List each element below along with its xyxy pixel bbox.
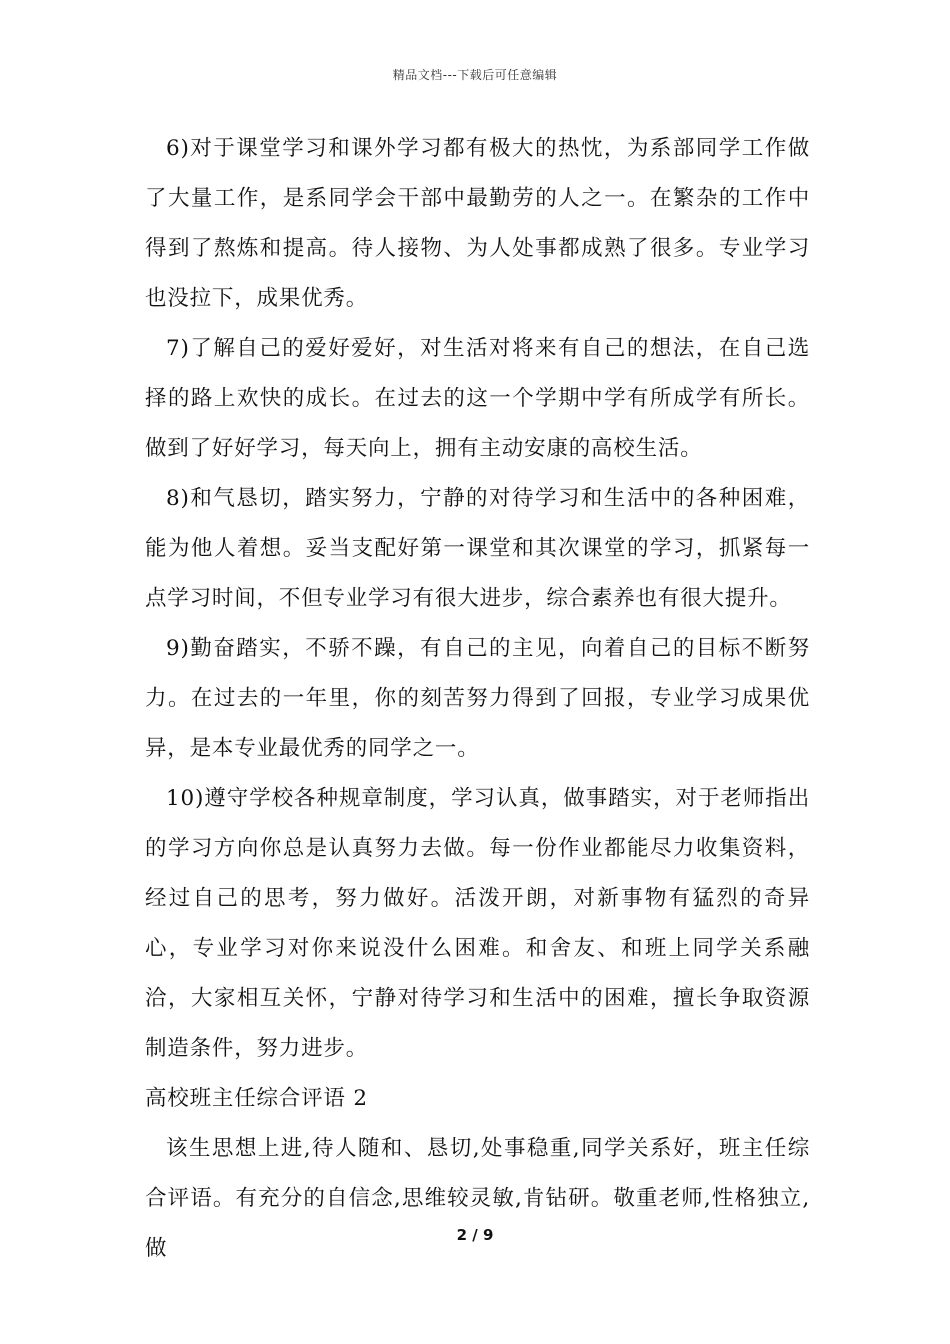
paragraph-6: 6)对于课堂学习和课外学习都有极大的热忱，为系部同学工作做了大量工作，是系同学会干部中最勤劳的人之一。在繁杂的工作中得到了熬炼和提高。待人接物、为人处事都成熟了很多。专业学习也没拉下，成果优秀。 [145,136,810,311]
document-body [145,124,810,1274]
paragraph-9: 9)勤奋踏实，不骄不躁，有自己的主见，向着自己的目标不断努力。在过去的一年里，你的刻苦努力得到了回报，专业学习成果优异，是本专业最优秀的同学之一。 [145,636,810,761]
paragraph-8: 8)和气恳切，踏实努力，宁静的对待学习和生活中的各种困难，能为他人着想。妥当支配好第一课堂和其次课堂的学习，抓紧每一点学习时间，不但专业学习有很大进步，综合素养也有很大提升。 [145,486,810,611]
page-number: 2 / 9 [456,1226,494,1244]
page-header: 精品文档---下载后可任意编辑 [392,68,558,82]
paragraph-10: 10)遵守学校各种规章制度，学习认真，做事踏实，对于老师指出的学习方向你总是认真努力去做。每一份作业都能尽力收集资料，经过自己的思考，努力做好。活泼开朗，对新事物有猛烈的奇异心，专业学习对你来说没什么困难。和舍友、和班上同学关系融洽，大家相互关怀，宁静对待学习和生活中的困难，擅长争取资源制造条件，努力进步。 [145,786,810,1061]
paragraph-7: 7)了解自己的爱好爱好，对生活对将来有自己的想法，在自己选择的路上欢快的成长。在过去的这一个学期中学有所成学有所长。做到了好好学习，每天向上，拥有主动安康的高校生活。 [145,336,810,461]
section-heading: 高校班主任综合评语 2 [145,1086,368,1111]
closing-paragraph: 该生思想上进,待人随和、恳切,处事稳重,同学关系好，班主任综合评语。有充分的自信念,思维较灵敏,肯钻研。敬重老师,性格独立,做 [145,1136,810,1261]
